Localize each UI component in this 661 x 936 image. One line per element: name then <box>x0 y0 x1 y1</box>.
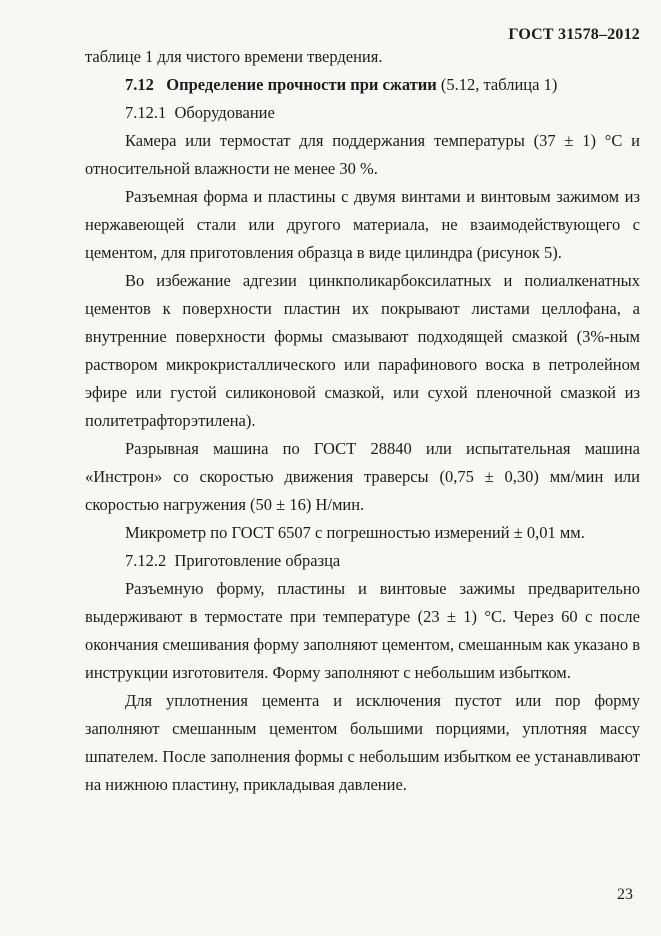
paragraph-continuation: таблице 1 для чистого времени твердения. <box>85 47 383 66</box>
paragraph-sample-preparation: Разъемную форму, пластины и винтовые зажимы предварительно выдерживают в термостате при температуре (23 ± 1) °С. Через 60 с после окончания смешивания форму заполняют цементом, смешанным как указано в инструкции изготовителя. Форму заполняют с небольшим избытком. <box>85 579 640 682</box>
page-number: 23 <box>617 886 633 903</box>
subsection-heading-7-12-2: 7.12.2 Приготовление образца <box>125 551 341 570</box>
section-heading-reference: (5.12, таблица 1) <box>436 75 558 94</box>
subsection-heading-7-12-1: 7.12.1 Оборудование <box>125 103 275 122</box>
paragraph-testing-machine: Разрывная машина по ГОСТ 28840 или испытательная машина «Инстрон» со скоростью движения траверсы (0,75 ± 0,30) мм/мин или скоростью нагружения (50 ± 16) Н/мин. <box>85 439 640 514</box>
document-header-gost-number: ГОСТ 31578–2012 <box>508 26 640 43</box>
section-heading-bold-text: 7.12 Определение прочности при сжатии <box>125 75 437 94</box>
document-body <box>85 43 640 799</box>
paragraph-micrometer: Микрометр по ГОСТ 6507 с погрешностью измерений ± 0,01 мм. <box>125 523 585 542</box>
section-heading-7-12 <box>85 71 640 99</box>
paragraph-adhesion-prevention: Во избежание адгезии цинкполикарбоксилатных и полиалкенатных цементов к поверхности пластин их покрывают листами целлофана, а внутренние поверхности формы смазывают подходящей смазкой (3%-ным раствором микрокристаллического или парафинового воска в петролейном эфире или густой силиконовой смазкой, или сухой пленочной смазкой из политетрафторэтилена). <box>85 271 640 430</box>
paragraph-cement-compaction: Для уплотнения цемента и исключения пустот или пор форму заполняют смешанным цементом большими порциями, уплотняя массу шпателем. После заполнения формы с небольшим избытком ее устанавливают на нижнюю пластину, прикладывая давление. <box>85 691 640 794</box>
paragraph-split-mold: Разъемная форма и пластины с двумя винтами и винтовым зажимом из нержавеющей стали или другого материала, не взаимодействующего с цементом, для приготовления образца в виде цилиндра (рисунок 5). <box>85 187 640 262</box>
paragraph-camera-thermostat: Камера или термостат для поддержания температуры (37 ± 1) °С и относительной влажности не менее 30 %. <box>85 131 640 178</box>
